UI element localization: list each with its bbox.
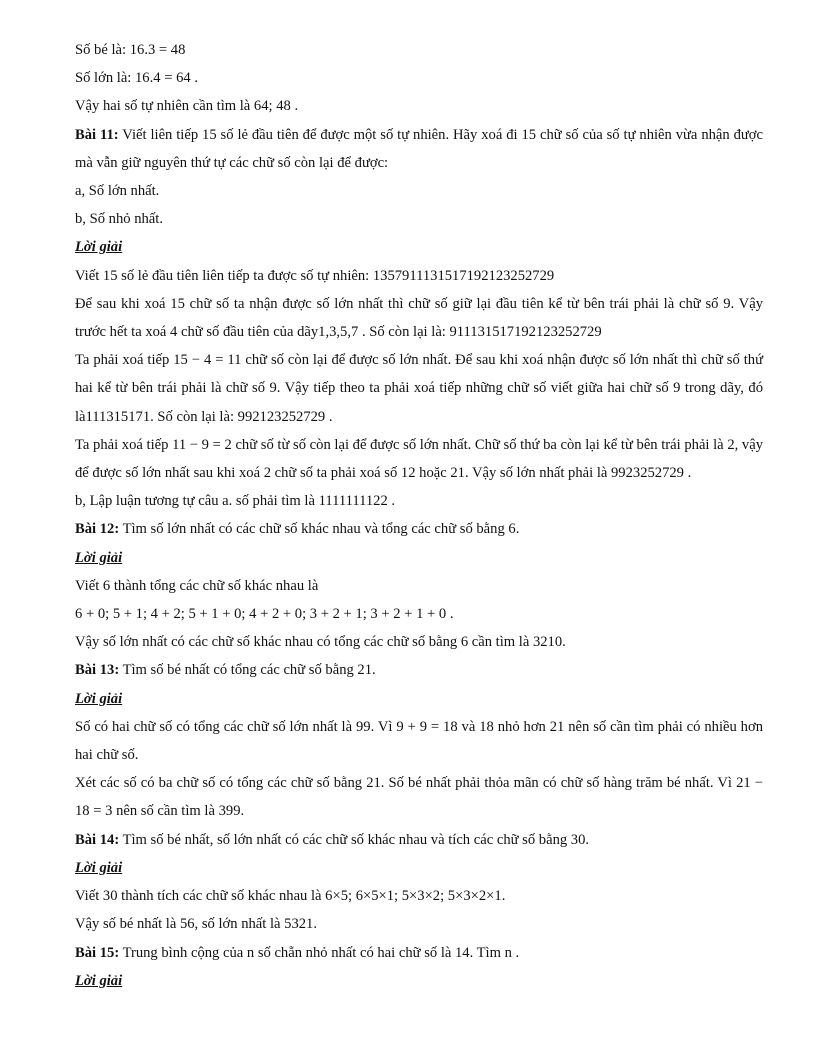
- solution-heading: Lời giải: [75, 549, 123, 566]
- exercise-text: Tìm số bé nhất có tổng các chữ số bằng 21.: [119, 662, 376, 679]
- exercise-text: Tìm số bé nhất, số lớn nhất có các chữ số khác nhau và tích các chữ số bằng 30.: [119, 831, 590, 848]
- exercise-text: Trung bình cộng của n số chẵn nhỏ nhất có hai chữ số là 14. Tìm n .: [119, 944, 520, 961]
- exercise-heading: Bài 14:: [75, 831, 120, 848]
- paragraph: Số bé là: 16.3 = 48: [75, 42, 186, 58]
- paragraph: Vậy hai số tự nhiên cần tìm là 64; 48 .: [75, 98, 299, 115]
- paragraph: b, Số nhỏ nhất.: [75, 211, 163, 228]
- exercise-13: [75, 656, 763, 684]
- document-body: [75, 36, 763, 995]
- paragraph: a, Số lớn nhất.: [75, 183, 160, 200]
- paragraph: Viết 6 thành tổng các chữ số khác nhau là: [75, 577, 319, 594]
- paragraph: Xét các số có ba chữ số có tổng các chữ số bằng 21. Số bé nhất phải thỏa mãn có chữ số hàng trăm bé nhất. Vì 21 − 18 = 3 nên số cần tìm là 399.: [75, 775, 763, 820]
- solution-heading: Lời giải: [75, 859, 123, 876]
- solution-heading: Lời giải: [75, 690, 123, 707]
- paragraph: 6 + 0; 5 + 1; 4 + 2; 5 + 1 + 0; 4 + 2 + 0; 3 + 2 + 1; 3 + 2 + 1 + 0 .: [75, 606, 454, 623]
- paragraph: Viết 30 thành tích các chữ số khác nhau là 6×5; 6×5×1; 5×3×2; 5×3×2×1.: [75, 888, 506, 905]
- exercise-text: Viết liên tiếp 15 số lẻ đầu tiên để được một số tự nhiên. Hãy xoá đi 15 chữ số của số tự nhiên vừa nhận được mà vẫn giữ nguyên thứ tự các chữ số còn lại để được:: [75, 126, 764, 171]
- exercise-14: [75, 826, 763, 854]
- paragraph: Vậy số lớn nhất có các chữ số khác nhau có tổng các chữ số bằng 6 cần tìm là 3210.: [75, 634, 566, 651]
- paragraph: Vậy số bé nhất là 56, số lớn nhất là 5321.: [75, 916, 317, 933]
- exercise-15: [75, 939, 763, 967]
- exercise-11: [75, 121, 763, 177]
- exercise-heading: Bài 13:: [75, 662, 120, 679]
- paragraph: Số lớn là: 16.4 = 64 .: [75, 70, 198, 87]
- paragraph: Ta phải xoá tiếp 11 − 9 = 2 chữ số từ số còn lại để được số lớn nhất. Chữ số thứ ba còn lại kể từ bên trái phải là 2, vậy để được số lớn nhất sau khi xoá 2 chữ số ta phải xoá số 12 hoặc 21. Vậy số lớn nhất phải là 9923252729 .: [75, 436, 763, 482]
- exercise-heading: Bài 11:: [75, 126, 119, 143]
- paragraph: Để sau khi xoá 15 chữ số ta nhận được số lớn nhất thì chữ số giữ lại đầu tiên kể từ bên trái phải là chữ số 9. Vậy trước hết ta xoá 4 chữ số đầu tiên của dãy1,3,5,7 . Số còn lại là: 911131517192123252729: [75, 295, 763, 341]
- paragraph: Viết 15 số lẻ đầu tiên liên tiếp ta được số tự nhiên: 1357911131517192123252729: [75, 267, 555, 284]
- paragraph: Ta phải xoá tiếp 15 − 4 = 11 chữ số còn lại để được số lớn nhất. Để sau khi xoá nhận được số lớn nhất thì chữ số thứ hai kể từ bên trái phải là chữ số 9. Vậy tiếp theo ta phải xoá tiếp những chữ số viết giữa hai chữ số 9 trong dãy, đó là111315171. Số còn lại là: 992123252729 .: [75, 352, 763, 425]
- exercise-12: [75, 515, 763, 543]
- paragraph: Số có hai chữ số có tổng các chữ số lớn nhất là 99. Vì 9 + 9 = 18 và 18 nhỏ hơn 21 nên số cần tìm phải có nhiều hơn hai chữ số.: [75, 718, 763, 764]
- exercise-text: Tìm số lớn nhất có các chữ số khác nhau và tổng các chữ số bằng 6.: [119, 521, 520, 538]
- exercise-heading: Bài 12:: [75, 521, 120, 538]
- solution-heading: Lời giải: [75, 239, 123, 256]
- paragraph: b, Lập luận tương tự câu a. số phải tìm là 1111111122 .: [75, 493, 396, 510]
- exercise-heading: Bài 15:: [75, 944, 120, 961]
- solution-heading: Lời giải: [75, 972, 123, 989]
